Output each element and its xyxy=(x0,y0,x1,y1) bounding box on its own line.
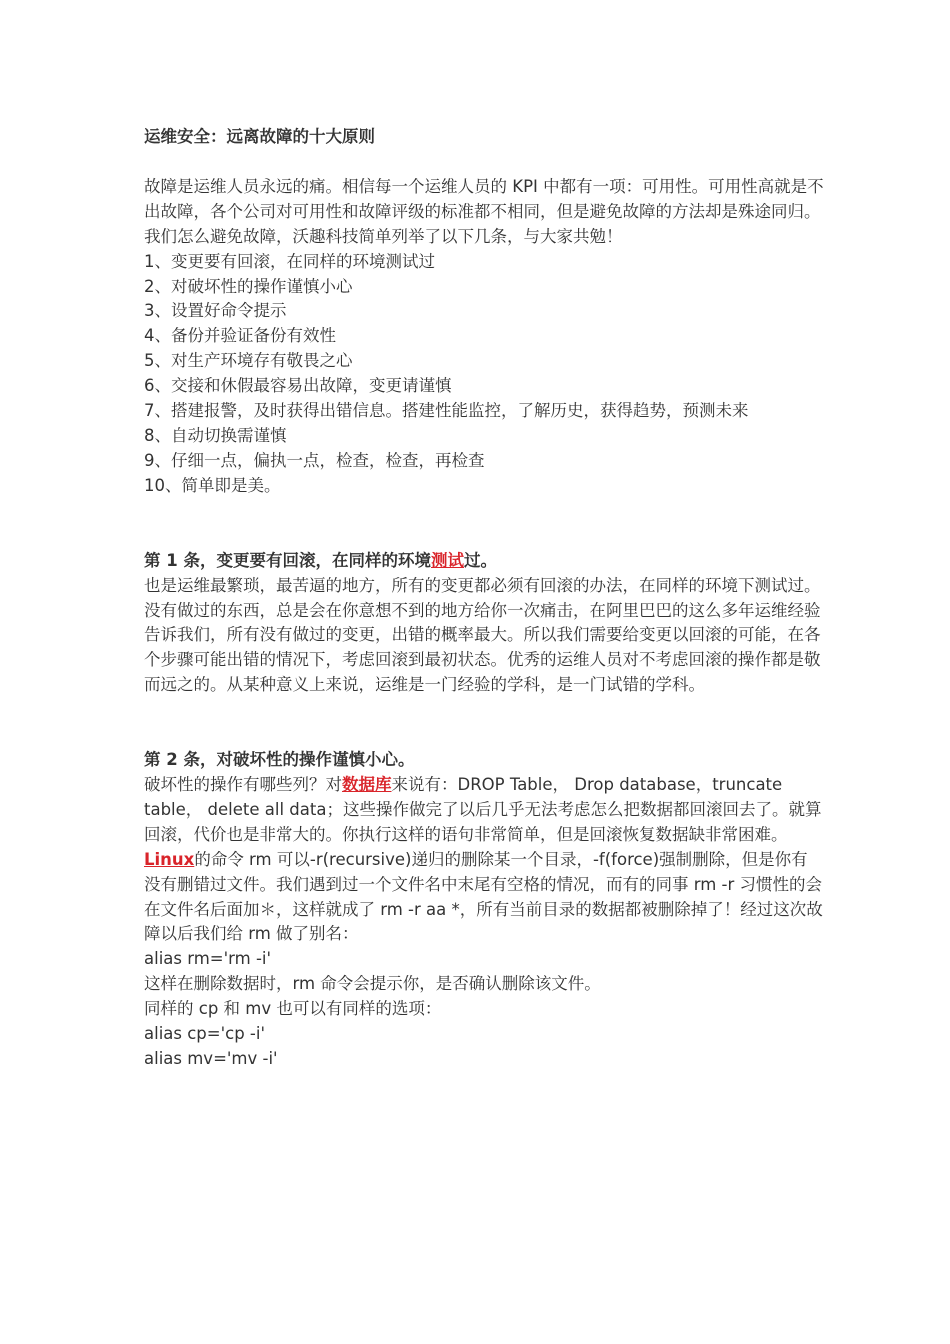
database-link[interactable]: 数据库 xyxy=(342,775,392,795)
principle-item: 10、简单即是美。 xyxy=(144,475,281,495)
principle-item: 7、搭建报警，及时获得出错信息。搭建性能监控，了解历史，获得趋势，预测未来 xyxy=(144,401,749,421)
test-link[interactable]: 测试 xyxy=(430,550,464,570)
intro-paragraph: 故障是运维人员永远的痛。相信每一个运维人员的 KPI 中都有一项：可用性。可用性高就是不出故障，各个公司对可用性和故障评级的标准都不相同，但是避免故障的方法却是殊途同归。我们怎么避免故障，沃趣科技简单列举了以下几条，与大家共勉！ xyxy=(144,176,824,246)
linux-link[interactable]: Linux xyxy=(144,849,195,869)
principle-item: 2、对破坏性的操作谨慎小心 xyxy=(144,276,353,296)
principle-item: 5、对生产环境存有敬畏之心 xyxy=(144,351,353,371)
section2-text-a: 破坏性的操作有哪些列？对 xyxy=(144,775,342,795)
principle-item: 4、备份并验证备份有效性 xyxy=(144,326,336,346)
code-alias-rm: alias rm='rm -i' xyxy=(144,949,272,969)
section2-heading: 第 2 条，对破坏性的操作谨慎小心。 xyxy=(144,750,415,770)
principle-item: 8、自动切换需谨慎 xyxy=(144,425,287,445)
section1-heading xyxy=(144,549,824,574)
principle-item: 6、交接和休假最容易出故障，变更请谨慎 xyxy=(144,376,452,396)
section1-body: 也是运维最繁琐，最苦逼的地方，所有的变更都必须有回滚的办法，在同样的环境下测试过。没有做过的东西，总是会在你意想不到的地方给你一次痛击，在阿里巴巴的这么多年运维经验告诉我们，所有没有做过的变更，出错的概率最大。所以我们需要给变更以回滚的可能，在各个步骤可能出错的情况下，考虑回滚到最初状态。优秀的运维人员对不考虑回滚的操作都是敬而远之的。从某种意义上来说，运维是一门经验的学科，是一门试错的学科。 xyxy=(144,575,821,695)
article-body xyxy=(144,125,824,1072)
principle-item: 9、仔细一点，偏执一点，检查，检查，再检查 xyxy=(144,450,485,470)
principle-item: 3、设置好命令提示 xyxy=(144,301,287,321)
code-alias-cp: alias cp='cp -i' xyxy=(144,1024,266,1044)
principles-list xyxy=(144,250,824,499)
article-title: 运维安全：远离故障的十大原则 xyxy=(144,127,375,146)
principle-item: 1、变更要有回滚，在同样的环境测试过 xyxy=(144,251,435,271)
section1-heading-end: 过。 xyxy=(463,550,497,570)
section2-note-cp-mv: 同样的 cp 和 mv 也可以有同样的选项： xyxy=(144,999,442,1019)
section2-text-c: 的命令 rm 可以-r(recursive)递归的删除某一个目录，-f(force)强制删除，但是你有没有删错过文件。我们遇到过一个文件名中末尾有空格的情况，而有的同事 rm -r 习惯性的会在文件名后面加＊，这样就成了 rm -r aa *，所有当前目录的数据都被删除掉了！经过这次故障以后我们给 rm 做了别名： xyxy=(144,849,823,944)
section1-heading-text: 第 1 条，变更要有回滚，在同样的环境 xyxy=(144,550,431,570)
section2-paragraph xyxy=(144,773,824,947)
section2-text-b: 来说有：DROP Table， Drop database，truncate table， delete all data；这些操作做完了以后几乎无法考虑怎么把数据都回滚回去了。就算回滚，代价也是非常大的。你执行这样的语句非常简单，但是回滚恢复数据缺非常困难。 xyxy=(144,775,822,844)
section2-note-rm: 这样在删除数据时，rm 命令会提示你，是否确认删除该文件。 xyxy=(144,974,601,994)
code-alias-mv: alias mv='mv -i' xyxy=(144,1049,278,1068)
